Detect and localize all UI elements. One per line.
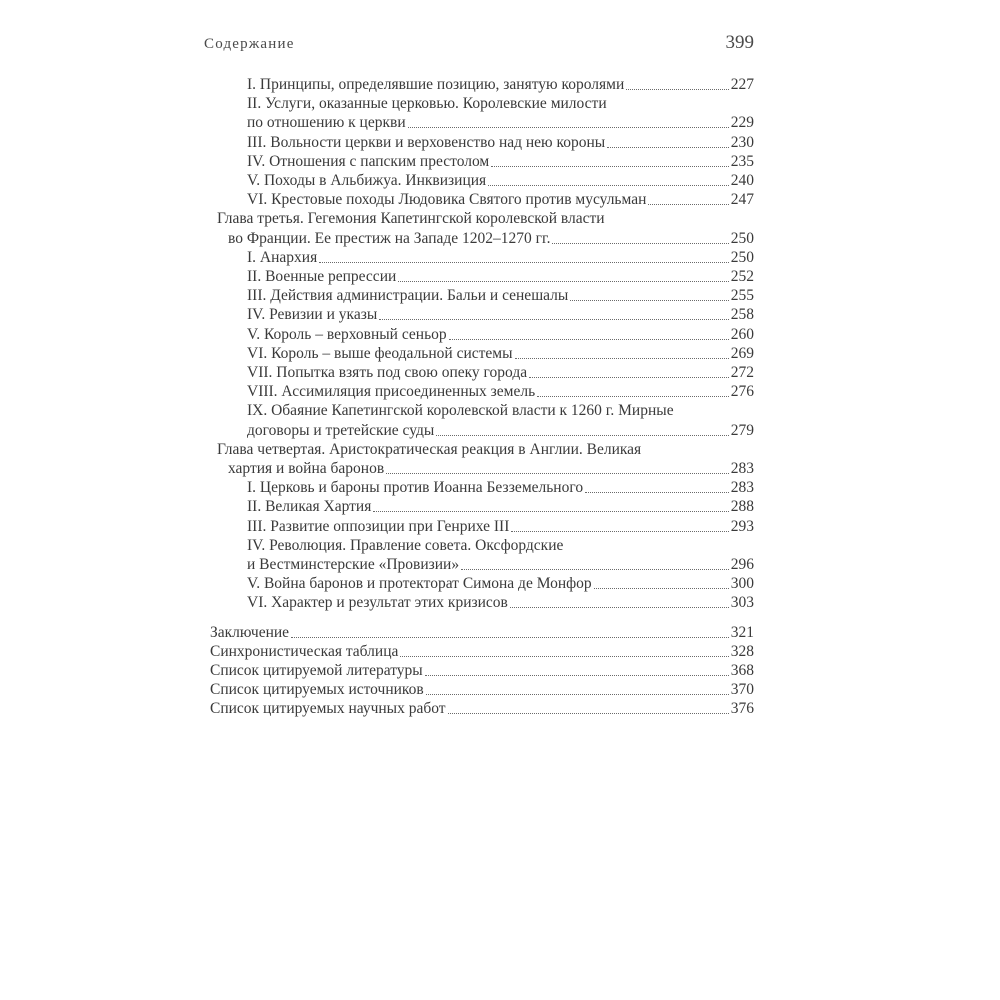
toc-entry-page: 269 <box>730 344 754 362</box>
toc-entry-section <box>247 362 754 382</box>
toc-entry-page: 303 <box>730 594 754 612</box>
toc-entry-backmatter <box>210 679 754 699</box>
toc-entry-section <box>247 266 754 286</box>
toc-entry-chapter <box>228 228 754 248</box>
toc-entry-page: 229 <box>730 114 754 132</box>
toc-entry-page: 296 <box>730 556 754 573</box>
toc-entry-page: 293 <box>730 517 754 535</box>
toc-entry-title: VII. Попытка взять под свою опеку города <box>247 364 528 381</box>
toc-entry-section <box>247 343 754 363</box>
toc-entry-section <box>247 592 754 612</box>
toc-leader-dots <box>386 472 729 474</box>
toc-entry-title: и Вестминстерские «Провизии» <box>247 556 460 573</box>
toc-leader-dots <box>291 636 729 638</box>
toc-entry-title: III. Действия администрации. Бальи и сенешалы <box>247 287 569 305</box>
toc-entry-section <box>247 93 607 113</box>
toc-entry-title: Синхронистическая таблица <box>210 642 399 660</box>
toc-leader-dots <box>529 376 729 378</box>
toc-entry-section <box>247 304 754 324</box>
toc-leader-dots <box>425 674 729 676</box>
toc-entry-title: V. Война баронов и протекторат Симона де Монфор <box>247 575 592 593</box>
toc-entry-title: Глава четвертая. Аристократическая реакция в Англии. Великая <box>217 440 642 458</box>
toc-leader-dots <box>408 126 729 128</box>
toc-entry-section <box>247 381 754 401</box>
toc-entry-page: 250 <box>730 248 754 266</box>
toc-entry-page: 255 <box>730 287 754 305</box>
toc-entry-section <box>247 573 754 593</box>
toc-entry-backmatter <box>210 622 754 642</box>
toc-entry-page: 247 <box>730 191 754 209</box>
toc-entry-title: Список цитируемых источников <box>210 681 424 699</box>
toc-entry-section <box>247 132 754 152</box>
toc-entry-backmatter <box>210 660 754 680</box>
toc-entry-page: 368 <box>730 662 754 679</box>
toc-leader-dots <box>537 395 729 397</box>
toc-entry-title: VIII. Ассимиляция присоединенных земель <box>247 383 536 401</box>
toc-entry-title: I. Церковь и бароны против Иоанна Безземельного <box>247 479 584 497</box>
toc-entry-page: 258 <box>730 306 754 324</box>
toc-entry-section <box>247 151 754 171</box>
toc-entry-page: 279 <box>730 421 754 439</box>
toc-leader-dots <box>511 530 728 532</box>
toc-leader-dots <box>379 318 729 320</box>
toc-entry-page: 235 <box>730 152 754 170</box>
toc-leader-dots <box>436 434 728 436</box>
toc-entry-page: 370 <box>730 681 754 699</box>
toc-entry-page: 321 <box>730 623 754 641</box>
toc-entry-title: III. Развитие оппозиции при Генрихе III <box>247 517 510 535</box>
toc-entry-title: IX. Обаяние Капетингской королевской власти к 1260 г. Мирные <box>247 402 674 420</box>
toc-entry-page: 252 <box>730 268 754 285</box>
toc-entry-page: 283 <box>730 479 754 497</box>
toc-entry-page: 272 <box>730 364 754 381</box>
toc-entry-title: хартия и война баронов <box>228 460 385 477</box>
toc-entry-section <box>247 477 754 497</box>
toc-entry-section <box>247 554 754 574</box>
toc-leader-dots <box>449 338 729 340</box>
toc-leader-dots <box>607 146 729 148</box>
toc-entry-title: I. Анархия <box>247 248 318 266</box>
toc-leader-dots <box>400 655 728 657</box>
toc-leader-dots <box>510 606 729 608</box>
toc-leader-dots <box>488 184 729 186</box>
toc-leader-dots <box>373 510 728 512</box>
toc-entry-page: 300 <box>730 575 754 593</box>
toc-entry-title: III. Вольности церкви и верховенство над нею короны <box>247 133 606 151</box>
toc-entry-page: 376 <box>730 700 754 718</box>
toc-entry-page: 288 <box>730 498 754 516</box>
running-head: Содержание <box>204 36 295 52</box>
toc-entry-section <box>247 170 754 190</box>
toc-leader-dots <box>448 712 729 714</box>
toc-entry-chapter <box>217 439 641 459</box>
toc-leader-dots <box>570 299 728 301</box>
toc-entry-page: 240 <box>730 172 754 189</box>
toc-entry-title: во Франции. Ее престиж на Западе 1202–1270 гг. <box>228 229 551 247</box>
toc-entry-title: V. Король – верховный сеньор <box>247 325 447 343</box>
toc-entry-title: VI. Король – выше феодальной системы <box>247 344 513 362</box>
toc-leader-dots <box>594 587 729 589</box>
toc-entry-backmatter <box>210 698 754 718</box>
toc-entry-title: по отношению к церкви <box>247 114 406 132</box>
toc-entry-title: V. Походы в Альбижуа. Инквизиция <box>247 172 487 189</box>
toc-entry-title: VI. Крестовые походы Людовика Святого против мусульман <box>247 191 647 209</box>
toc-entry-chapter <box>228 458 754 478</box>
toc-entry-section <box>247 285 754 305</box>
toc-leader-dots <box>319 261 729 263</box>
toc-entry-title: Список цитируемой литературы <box>210 662 423 679</box>
toc-entry-section <box>247 535 563 555</box>
toc-entry-title: IV. Революция. Правление совета. Оксфордские <box>247 536 564 554</box>
toc-entry-title: VI. Характер и результат этих кризисов <box>247 594 508 612</box>
toc-leader-dots <box>585 491 729 493</box>
toc-entry-title: II. Великая Хартия <box>247 498 372 516</box>
toc-entry-title: IV. Ревизии и указы <box>247 306 378 324</box>
toc-entry-section <box>247 400 674 420</box>
toc-entry-section <box>247 324 754 344</box>
toc-entry-title: Заключение <box>210 623 290 641</box>
toc-entry-page: 328 <box>730 642 754 660</box>
toc-leader-dots <box>626 88 729 90</box>
toc-leader-dots <box>515 357 729 359</box>
toc-leader-dots <box>648 203 728 205</box>
toc-entry-title: Глава третья. Гегемония Капетингской королевской власти <box>217 210 605 228</box>
toc-entry-title: IV. Отношения с папским престолом <box>247 152 490 170</box>
toc-entry-section <box>247 420 754 440</box>
page-number: 399 <box>725 32 754 53</box>
toc-entry-title: Список цитируемых научных работ <box>210 700 446 718</box>
toc-entry-section <box>247 247 754 267</box>
toc-entry-page: 260 <box>730 325 754 343</box>
toc-entry-page: 250 <box>730 229 754 247</box>
toc-entry-section <box>247 74 754 94</box>
toc-entry-title: договоры и третейские суды <box>247 421 435 439</box>
toc-entry-page: 276 <box>730 383 754 401</box>
toc-entry-section <box>247 496 754 516</box>
toc-entry-title: II. Услуги, оказанные церковью. Королевские милости <box>247 95 607 113</box>
toc-entry-section <box>247 189 754 209</box>
toc-entry-title: I. Принципы, определявшие позицию, занятую королями <box>247 76 625 93</box>
toc-leader-dots <box>398 280 728 282</box>
toc-entry-page: 227 <box>730 76 754 93</box>
toc-leader-dots <box>461 568 729 570</box>
toc-entry-title: II. Военные репрессии <box>247 268 397 285</box>
toc-leader-dots <box>426 693 729 695</box>
toc-entry-page: 283 <box>730 460 754 477</box>
toc-entry-section <box>247 112 754 132</box>
toc-leader-dots <box>491 165 729 167</box>
toc-entry-section <box>247 516 754 536</box>
toc-entry-backmatter <box>210 641 754 661</box>
toc-entry-chapter <box>217 208 605 228</box>
toc-leader-dots <box>552 242 728 244</box>
toc-entry-page: 230 <box>730 133 754 151</box>
